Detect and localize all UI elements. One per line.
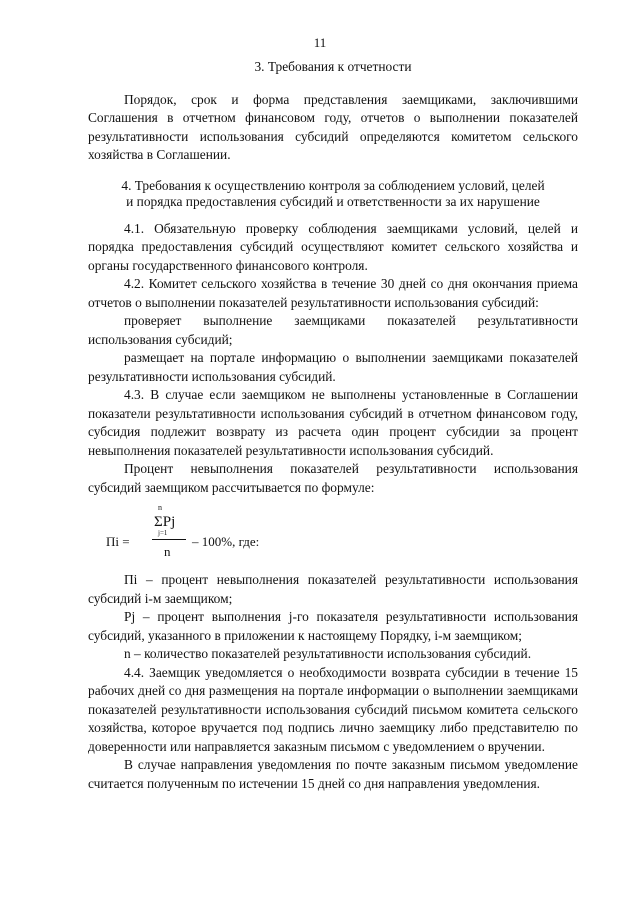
paragraph-4-2: 4.2. Комитет сельского хозяйства в течение 30 дней со дня окончания приема отчетов о выполнении показателей результативности использования субсидий: [88, 276, 578, 310]
formula-fraction-bar [152, 539, 186, 540]
formula-sum: ΣPj [154, 514, 176, 530]
formula-upper-limit: n [158, 503, 162, 512]
page-number: 11 [313, 35, 327, 50]
formula-denominator: n [164, 544, 171, 559]
paragraph-4-2-item-2: размещает на портале информацию о выполнении заемщиками показателей результативности использования субсидий. [88, 350, 578, 384]
formula [88, 503, 578, 561]
definition-pj: Pj – процент выполнения j-го показателя результативности использования субсидий, указанного в приложении к настоящему Порядку, i-м заемщиком; [88, 609, 578, 643]
definition-n: n – количество показателей результативности использования субсидий. [124, 646, 532, 661]
section-3-paragraph: Порядок, срок и форма представления заемщиками, заключившими Соглашения в отчетном финансовом году, отчетов о выполнении показателей результативности использования субсидий определяются комитетом сельского хозяйства в Соглашении. [88, 91, 578, 162]
section-4-title [88, 178, 578, 210]
section-3-title: 3. Требования к отчетности [254, 59, 412, 74]
section-4-title-line-1: 4. Требования к осуществлению контроля за соблюдением условий, целей [121, 177, 545, 193]
formula-lhs: Пi = [106, 534, 130, 549]
paragraph-4-3: 4.3. В случае если заемщиком не выполнены установленные в Соглашении показатели результативности использования субсидий в отчетном финансовом году, субсидия подлежит возврату из расчета один процент субсидии за процент невыполнения показателей результативности использования субсидий. [88, 387, 578, 458]
page-content [88, 58, 578, 793]
formula-tail: – 100%, где: [192, 534, 260, 549]
paragraph-4-1: 4.1. Обязательную проверку соблюдения заемщиками условий, целей и порядка предоставления субсидий осуществляют комитет сельского хозяйства и органы государственного финансового контроля. [88, 220, 578, 273]
definition-pi: Пi – процент невыполнения показателей результативности использования субсидий i-м заемщиком; [88, 572, 578, 606]
section-4-title-line-2: и порядка предоставления субсидий и ответственности за их нарушение [126, 193, 540, 209]
paragraph-4-4: 4.4. Заемщик уведомляется о необходимости возврата субсидии в течение 15 рабочих дней со дня размещения на портале информации о выполнении заемщиками показателей результативности использования субсидий письмом комитета сельского хозяйства, которое вручается под подпись лично заемщику либо представителю по доверенности или направляется заказным письмом с уведомлением о вручении. [88, 664, 578, 754]
paragraph-last: В случае направления уведомления по почте заказным письмом уведомление считается полученным по истечении 15 дней со дня направления уведомления. [88, 757, 578, 791]
paragraph-4-2-item-1: проверяет выполнение заемщиками показателей результативности использования субсидий; [88, 313, 578, 347]
formula-lower-limit: j=1 [158, 529, 168, 537]
paragraph-formula-intro: Процент невыполнения показателей результативности использования субсидий заемщиком рассчитывается по формуле: [88, 461, 578, 495]
